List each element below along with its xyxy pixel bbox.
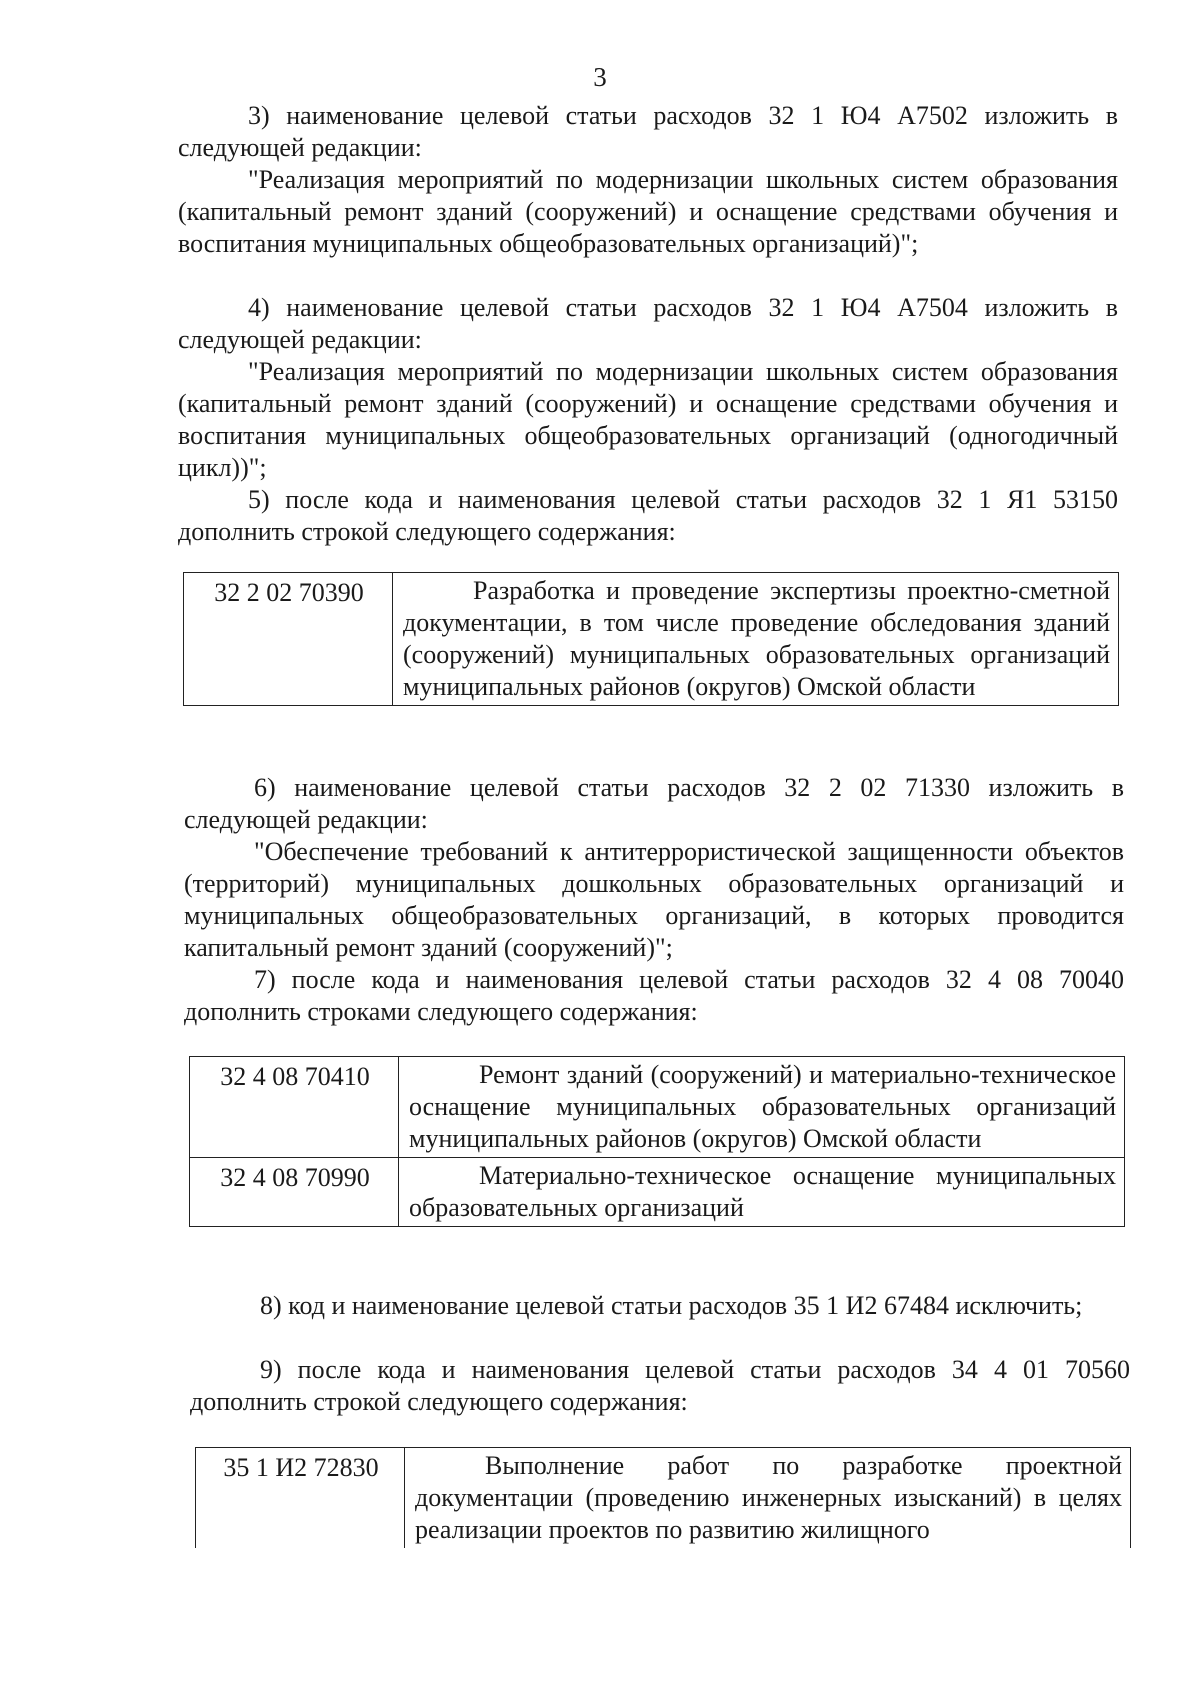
page-number: 3 xyxy=(593,62,607,92)
code-cell: 32 4 08 70410 xyxy=(190,1057,399,1158)
table-row xyxy=(196,1448,1131,1549)
quote-item-6: "Обеспечение требований к антитеррористической защищенности объектов (территорий) муниципальных дошкольных образовательных организаций и муниципальных общеобразовательных организаций, в которых проводится капитальный ремонт зданий (сооружений)"; xyxy=(184,837,1124,962)
name-cell: Ремонт зданий (сооружений) и материально-техническое оснащение муниципальных образовательных организаций муниципальных районов (округов) Омской области xyxy=(399,1057,1125,1158)
paragraph-item-3: 3) наименование целевой статьи расходов 32 1 Ю4 А7502 изложить в следующей редакции: xyxy=(178,101,1118,162)
codes-table-1 xyxy=(183,572,1119,706)
paragraph-item-5: 5) после кода и наименования целевой статьи расходов 32 1 Я1 53150 дополнить строкой следующего содержания: xyxy=(178,485,1118,546)
paragraph-item-6: 6) наименование целевой статьи расходов 32 2 02 71330 изложить в следующей редакции: xyxy=(184,773,1124,834)
quote-item-4: "Реализация мероприятий по модернизации школьных систем образования (капитальный ремонт зданий (сооружений) и оснащение средствами обучения и воспитания муниципальных общеобразовательных организаций (одногодичный цикл))"; xyxy=(178,357,1118,482)
codes-table-3 xyxy=(195,1447,1131,1548)
paragraph-item-7: 7) после кода и наименования целевой статьи расходов 32 4 08 70040 дополнить строками следующего содержания: xyxy=(184,965,1124,1026)
name-cell: Разработка и проведение экспертизы проектно-сметной документации, в том числе проведение обследования зданий (сооружений) муниципальных образовательных организаций муниципальных районов (округов) Омской области xyxy=(393,573,1119,706)
table-row xyxy=(190,1158,1125,1227)
table-row xyxy=(184,573,1119,706)
quote-item-3: "Реализация мероприятий по модернизации школьных систем образования (капитальный ремонт зданий (сооружений) и оснащение средствами обучения и воспитания муниципальных общеобразовательных организаций)"; xyxy=(178,165,1118,258)
name-cell: Материально-техническое оснащение муниципальных образовательных организаций xyxy=(399,1158,1125,1227)
paragraph-item-9: 9) после кода и наименования целевой статьи расходов 34 4 01 70560 дополнить строкой следующего содержания: xyxy=(190,1355,1130,1416)
name-cell: Выполнение работ по разработке проектной документации (проведению инженерных изысканий) в целях реализации проектов по развитию жилищного xyxy=(405,1448,1131,1549)
paragraph-item-4: 4) наименование целевой статьи расходов 32 1 Ю4 А7504 изложить в следующей редакции: xyxy=(178,293,1118,354)
code-cell: 32 2 02 70390 xyxy=(184,573,393,706)
table-row xyxy=(190,1057,1125,1158)
code-cell: 35 1 И2 72830 xyxy=(196,1448,405,1549)
codes-table-2 xyxy=(189,1056,1125,1227)
code-cell: 32 4 08 70990 xyxy=(190,1158,399,1227)
paragraph-item-8: 8) код и наименование целевой статьи расходов 35 1 И2 67484 исключить; xyxy=(260,1291,1083,1320)
